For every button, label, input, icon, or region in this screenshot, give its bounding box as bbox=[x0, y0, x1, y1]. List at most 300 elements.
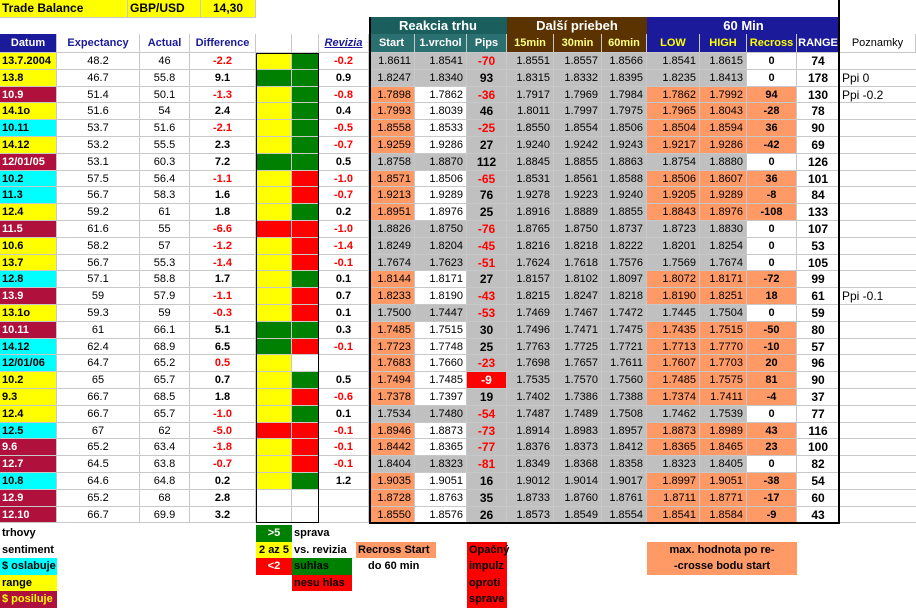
table-cell: 1.8561 bbox=[554, 171, 602, 188]
difference-cell: -2.2 bbox=[190, 53, 256, 70]
column-header bbox=[256, 34, 292, 53]
legend-max: -crosse bodu start bbox=[647, 558, 797, 575]
range-cell: 130 bbox=[797, 87, 840, 104]
column-header: RANGE bbox=[797, 34, 840, 53]
date-cell: 12/01/06 bbox=[0, 355, 57, 372]
table-cell: 1.8315 bbox=[507, 70, 554, 87]
table-cell: 1.8576 bbox=[415, 507, 467, 524]
table-cell: 1.7485 bbox=[647, 372, 700, 389]
recross-cell: 0 bbox=[747, 238, 797, 255]
table-cell: 57.9 bbox=[140, 288, 190, 305]
table-cell: 1.8983 bbox=[554, 423, 602, 440]
date-cell: 11.3 bbox=[0, 187, 57, 204]
table-cell: 1.8504 bbox=[647, 120, 700, 137]
table-cell: 1.7862 bbox=[647, 87, 700, 104]
table-cell: 55.5 bbox=[140, 137, 190, 154]
difference-cell: 9.1 bbox=[190, 70, 256, 87]
pips-cell: -45 bbox=[467, 238, 507, 255]
difference-cell: 1.8 bbox=[190, 389, 256, 406]
table-cell: 1.8222 bbox=[602, 238, 647, 255]
date-cell: 10.11 bbox=[0, 322, 57, 339]
table-cell: 1.8750 bbox=[415, 221, 467, 238]
table-cell: 1.8889 bbox=[554, 204, 602, 221]
difference-cell: -1.0 bbox=[190, 406, 256, 423]
difference-cell: 1.7 bbox=[190, 271, 256, 288]
note-cell bbox=[840, 305, 916, 322]
pips-cell: -70 bbox=[467, 53, 507, 70]
table-cell: 1.8102 bbox=[554, 271, 602, 288]
note-cell bbox=[840, 103, 916, 120]
table-cell: 55.3 bbox=[140, 255, 190, 272]
note-cell bbox=[840, 456, 916, 473]
table-cell: 1.7485 bbox=[415, 372, 467, 389]
table-cell: 1.8863 bbox=[602, 154, 647, 171]
legend-text: suhlas bbox=[292, 558, 352, 575]
range-cell: 90 bbox=[797, 372, 840, 389]
table-cell: 1.8997 bbox=[647, 473, 700, 490]
table-cell: 1.7965 bbox=[647, 103, 700, 120]
table-cell: 1.9286 bbox=[415, 137, 467, 154]
pips-cell: -54 bbox=[467, 406, 507, 423]
table-cell: 1.8976 bbox=[415, 204, 467, 221]
recross-cell: 43 bbox=[747, 423, 797, 440]
recross-cell: -38 bbox=[747, 473, 797, 490]
table-cell: 1.8566 bbox=[602, 53, 647, 70]
table-cell: 1.7575 bbox=[700, 372, 747, 389]
recross-cell: 0 bbox=[747, 255, 797, 272]
recross-cell: 18 bbox=[747, 288, 797, 305]
note-cell bbox=[840, 372, 916, 389]
table-cell: 1.8218 bbox=[602, 288, 647, 305]
pips-cell: 93 bbox=[467, 70, 507, 87]
revision-cell: -0.7 bbox=[319, 137, 369, 154]
pips-cell: -76 bbox=[467, 221, 507, 238]
recross-cell: 0 bbox=[747, 53, 797, 70]
table-cell: 1.8758 bbox=[369, 154, 415, 171]
table-cell: 1.8550 bbox=[369, 507, 415, 524]
table-cell: 58.3 bbox=[140, 187, 190, 204]
table-cell: 1.9035 bbox=[369, 473, 415, 490]
table-cell: 1.8190 bbox=[415, 288, 467, 305]
note-cell bbox=[840, 355, 916, 372]
table-cell: 1.7534 bbox=[369, 406, 415, 423]
difference-cell: 0.5 bbox=[190, 355, 256, 372]
note-cell bbox=[840, 473, 916, 490]
table-cell: 1.7763 bbox=[507, 339, 554, 356]
note-cell bbox=[840, 120, 916, 137]
range-cell: 61 bbox=[797, 288, 840, 305]
table-cell: 1.8157 bbox=[507, 271, 554, 288]
divider bbox=[369, 17, 371, 523]
table-cell: 1.8711 bbox=[647, 490, 700, 507]
table-cell: 57.5 bbox=[57, 171, 140, 188]
table-cell: 1.8843 bbox=[647, 204, 700, 221]
table-cell: 65.2 bbox=[140, 355, 190, 372]
revision-cell: -0.5 bbox=[319, 120, 369, 137]
table-cell: 1.8551 bbox=[507, 53, 554, 70]
table-cell: 1.8957 bbox=[602, 423, 647, 440]
pips-cell: 25 bbox=[467, 204, 507, 221]
legend-opac: oproti bbox=[467, 575, 507, 592]
range-cell: 101 bbox=[797, 171, 840, 188]
revision-cell: -0.1 bbox=[319, 439, 369, 456]
table-cell: 1.8830 bbox=[700, 221, 747, 238]
range-cell: 178 bbox=[797, 70, 840, 87]
table-cell: 64.6 bbox=[57, 473, 140, 490]
column-header: Expectancy bbox=[57, 34, 140, 53]
table-cell: 1.7435 bbox=[647, 322, 700, 339]
revision-cell: 0.2 bbox=[319, 204, 369, 221]
recross-cell: 81 bbox=[747, 372, 797, 389]
table-cell: 1.7569 bbox=[647, 255, 700, 272]
note-cell bbox=[840, 322, 916, 339]
table-cell: 1.7462 bbox=[647, 406, 700, 423]
legend-text: vs. revizia bbox=[292, 542, 366, 559]
date-cell: 12.9 bbox=[0, 490, 57, 507]
table-cell: 1.7992 bbox=[700, 87, 747, 104]
table-cell: 1.8607 bbox=[700, 171, 747, 188]
table-cell: 1.9012 bbox=[507, 473, 554, 490]
table-cell: 1.8072 bbox=[647, 271, 700, 288]
table-cell: 61 bbox=[140, 204, 190, 221]
table-cell: 1.7378 bbox=[369, 389, 415, 406]
revision-cell: 0.5 bbox=[319, 372, 369, 389]
note-cell bbox=[840, 137, 916, 154]
table-cell: 53.7 bbox=[57, 120, 140, 137]
difference-cell: -1.4 bbox=[190, 255, 256, 272]
table-cell: 1.8039 bbox=[415, 103, 467, 120]
column-header bbox=[292, 34, 319, 53]
revision-cell: -0.6 bbox=[319, 389, 369, 406]
date-cell: 12.10 bbox=[0, 507, 57, 524]
table-cell: 1.8571 bbox=[369, 171, 415, 188]
recross-cell: 0 bbox=[747, 70, 797, 87]
table-cell: 56.7 bbox=[57, 187, 140, 204]
date-cell: 12/01/05 bbox=[0, 154, 57, 171]
range-cell: 54 bbox=[797, 473, 840, 490]
table-cell: 1.7508 bbox=[602, 406, 647, 423]
table-cell: 66.7 bbox=[57, 389, 140, 406]
table-cell: 60.3 bbox=[140, 154, 190, 171]
table-cell: 1.7447 bbox=[415, 305, 467, 322]
table-cell: 1.7898 bbox=[369, 87, 415, 104]
table-cell: 1.7660 bbox=[415, 355, 467, 372]
revision-cell: -1.4 bbox=[319, 238, 369, 255]
table-cell: 1.9242 bbox=[554, 137, 602, 154]
revision-cell: 0.9 bbox=[319, 70, 369, 87]
table-cell: 1.8855 bbox=[602, 204, 647, 221]
table-cell: 67 bbox=[57, 423, 140, 440]
table-cell: 1.8011 bbox=[507, 103, 554, 120]
table-cell: 1.7984 bbox=[602, 87, 647, 104]
column-header: 30min bbox=[554, 34, 602, 53]
table-cell: 1.8728 bbox=[369, 490, 415, 507]
table-cell: 1.8737 bbox=[602, 221, 647, 238]
recross-cell: 94 bbox=[747, 87, 797, 104]
table-cell: 1.8201 bbox=[647, 238, 700, 255]
table-cell: 1.8405 bbox=[700, 456, 747, 473]
table-cell: 53.2 bbox=[57, 137, 140, 154]
table-cell: 1.8880 bbox=[700, 154, 747, 171]
table-cell: 1.7713 bbox=[647, 339, 700, 356]
table-cell: 65 bbox=[57, 372, 140, 389]
group-reakcia: Reakcia trhu bbox=[369, 17, 507, 35]
recross-cell: -8 bbox=[747, 187, 797, 204]
column-header: Recross bbox=[747, 34, 797, 53]
table-cell: 1.8554 bbox=[602, 507, 647, 524]
note-cell bbox=[840, 339, 916, 356]
table-cell: 1.8235 bbox=[647, 70, 700, 87]
table-cell: 1.7504 bbox=[700, 305, 747, 322]
table-cell: 1.7402 bbox=[507, 389, 554, 406]
table-cell: 1.8550 bbox=[507, 120, 554, 137]
date-cell: 9.6 bbox=[0, 439, 57, 456]
note-cell bbox=[840, 187, 916, 204]
note-cell bbox=[840, 406, 916, 423]
table-cell: 1.9259 bbox=[369, 137, 415, 154]
range-cell: 96 bbox=[797, 355, 840, 372]
table-cell: 1.9289 bbox=[700, 187, 747, 204]
table-cell: 1.8873 bbox=[647, 423, 700, 440]
table-cell: 65.7 bbox=[140, 372, 190, 389]
table-cell: 51.6 bbox=[57, 103, 140, 120]
range-cell: 126 bbox=[797, 154, 840, 171]
revision-cell: -1.0 bbox=[319, 221, 369, 238]
table-cell: 1.8254 bbox=[700, 238, 747, 255]
table-cell: 1.8506 bbox=[415, 171, 467, 188]
range-cell: 43 bbox=[797, 507, 840, 524]
date-cell: 12.7 bbox=[0, 456, 57, 473]
note-cell: Ppi -0.1 bbox=[840, 288, 916, 305]
table-cell: 65.7 bbox=[140, 406, 190, 423]
table-cell: 1.9051 bbox=[700, 473, 747, 490]
table-cell: 1.7560 bbox=[602, 372, 647, 389]
note-cell bbox=[840, 238, 916, 255]
date-cell: 14.12 bbox=[0, 339, 57, 356]
recross-cell: -72 bbox=[747, 271, 797, 288]
pips-cell: -53 bbox=[467, 305, 507, 322]
legend-opac: Opačný bbox=[467, 542, 507, 559]
table-cell: 1.8340 bbox=[415, 70, 467, 87]
pips-cell: 19 bbox=[467, 389, 507, 406]
column-header: LOW bbox=[647, 34, 700, 53]
difference-cell: 0.2 bbox=[190, 473, 256, 490]
table-cell: 61 bbox=[57, 322, 140, 339]
range-cell: 84 bbox=[797, 187, 840, 204]
difference-cell: 7.2 bbox=[190, 154, 256, 171]
pips-cell: -81 bbox=[467, 456, 507, 473]
difference-cell: 0.7 bbox=[190, 372, 256, 389]
table-cell: 1.7374 bbox=[647, 389, 700, 406]
column-header: HIGH bbox=[700, 34, 747, 53]
table-cell: 1.8826 bbox=[369, 221, 415, 238]
legend-item: sentiment bbox=[0, 542, 57, 559]
legend-swatch: >5 bbox=[256, 525, 292, 542]
difference-cell: 6.5 bbox=[190, 339, 256, 356]
range-cell: 77 bbox=[797, 406, 840, 423]
pips-cell: -51 bbox=[467, 255, 507, 272]
recross-cell: -9 bbox=[747, 507, 797, 524]
table-cell: 1.9243 bbox=[602, 137, 647, 154]
table-cell: 1.7494 bbox=[369, 372, 415, 389]
recross-cell: -42 bbox=[747, 137, 797, 154]
table-cell: 1.9223 bbox=[554, 187, 602, 204]
table-cell: 51.6 bbox=[140, 120, 190, 137]
column-header: Revizia bbox=[319, 34, 369, 53]
note-cell: Ppi 0 bbox=[840, 70, 916, 87]
date-cell: 12.4 bbox=[0, 204, 57, 221]
date-cell: 10.2 bbox=[0, 372, 57, 389]
legend-item: trhovy bbox=[0, 525, 57, 542]
range-cell: 60 bbox=[797, 490, 840, 507]
table-cell: 1.7397 bbox=[415, 389, 467, 406]
table-cell: 1.8247 bbox=[554, 288, 602, 305]
pips-cell: 27 bbox=[467, 271, 507, 288]
table-cell: 1.9205 bbox=[647, 187, 700, 204]
table-cell: 1.8733 bbox=[507, 490, 554, 507]
table-cell: 1.9017 bbox=[602, 473, 647, 490]
table-cell: 62.4 bbox=[57, 339, 140, 356]
table-cell: 1.7748 bbox=[415, 339, 467, 356]
date-cell: 13.9 bbox=[0, 288, 57, 305]
revision-cell: 0.1 bbox=[319, 305, 369, 322]
table-cell: 1.8584 bbox=[700, 507, 747, 524]
date-cell: 10.11 bbox=[0, 120, 57, 137]
table-cell: 1.8249 bbox=[369, 238, 415, 255]
range-cell: 100 bbox=[797, 439, 840, 456]
range-cell: 133 bbox=[797, 204, 840, 221]
table-cell: 1.7997 bbox=[554, 103, 602, 120]
table-cell: 46.7 bbox=[57, 70, 140, 87]
date-cell: 10.9 bbox=[0, 87, 57, 104]
table-cell: 66.7 bbox=[57, 507, 140, 524]
difference-cell: -0.7 bbox=[190, 456, 256, 473]
table-cell: 1.8144 bbox=[369, 271, 415, 288]
date-cell: 10.8 bbox=[0, 473, 57, 490]
column-header: Pips bbox=[467, 34, 507, 53]
pips-cell: 27 bbox=[467, 137, 507, 154]
group-dalsi: Další priebeh bbox=[507, 17, 647, 35]
divider bbox=[369, 522, 840, 524]
range-cell: 107 bbox=[797, 221, 840, 238]
table-cell: 65.2 bbox=[57, 439, 140, 456]
table-cell: 1.7721 bbox=[602, 339, 647, 356]
column-header: Datum bbox=[0, 34, 57, 53]
table-cell: 1.8611 bbox=[369, 53, 415, 70]
recross-cell: -108 bbox=[747, 204, 797, 221]
table-cell: 1.8541 bbox=[647, 507, 700, 524]
range-cell: 59 bbox=[797, 305, 840, 322]
table-cell: 1.7674 bbox=[369, 255, 415, 272]
table-cell: 1.8097 bbox=[602, 271, 647, 288]
recross-cell: 0 bbox=[747, 456, 797, 473]
date-cell: 13.1o bbox=[0, 305, 57, 322]
table-cell: 1.7388 bbox=[602, 389, 647, 406]
table-cell: 1.8855 bbox=[554, 154, 602, 171]
pips-cell: -9 bbox=[467, 372, 507, 389]
table-cell: 1.9217 bbox=[647, 137, 700, 154]
legend-item: $ oslabuje bbox=[0, 558, 57, 575]
group-60min: 60 Min bbox=[647, 17, 840, 35]
table-cell: 1.7539 bbox=[700, 406, 747, 423]
note-cell bbox=[840, 507, 916, 524]
table-cell: 1.8873 bbox=[415, 423, 467, 440]
table-cell: 55 bbox=[140, 221, 190, 238]
table-cell: 1.8615 bbox=[700, 53, 747, 70]
table-cell: 1.7683 bbox=[369, 355, 415, 372]
revision-cell: 0.1 bbox=[319, 406, 369, 423]
date-cell: 13.7 bbox=[0, 255, 57, 272]
revision-cell bbox=[319, 507, 369, 524]
recross-cell: 36 bbox=[747, 120, 797, 137]
table-cell: 1.8368 bbox=[554, 456, 602, 473]
date-cell: 12.4 bbox=[0, 406, 57, 423]
recross-cell: 23 bbox=[747, 439, 797, 456]
table-cell: 1.8323 bbox=[415, 456, 467, 473]
table-cell: 1.7611 bbox=[602, 355, 647, 372]
table-cell: 1.9014 bbox=[554, 473, 602, 490]
column-header: Start bbox=[369, 34, 415, 53]
table-cell: 1.7725 bbox=[554, 339, 602, 356]
pips-cell: -77 bbox=[467, 439, 507, 456]
table-cell: 1.9278 bbox=[507, 187, 554, 204]
legend-text: nesu hlas bbox=[292, 575, 352, 592]
date-cell: 14.12 bbox=[0, 137, 57, 154]
column-header: 60min bbox=[602, 34, 647, 53]
table-cell: 63.8 bbox=[140, 456, 190, 473]
table-cell: 1.8761 bbox=[602, 490, 647, 507]
table-cell: 1.8358 bbox=[602, 456, 647, 473]
date-cell: 13.7.2004 bbox=[0, 53, 57, 70]
difference-cell: -1.1 bbox=[190, 288, 256, 305]
table-cell: 1.7969 bbox=[554, 87, 602, 104]
table-cell: 1.8531 bbox=[507, 171, 554, 188]
table-cell: 1.9240 bbox=[602, 187, 647, 204]
table-cell: 1.8247 bbox=[369, 70, 415, 87]
pips-cell: 112 bbox=[467, 154, 507, 171]
table-cell: 1.7472 bbox=[602, 305, 647, 322]
recross-cell: 0 bbox=[747, 154, 797, 171]
note-cell bbox=[840, 171, 916, 188]
date-cell: 10.6 bbox=[0, 238, 57, 255]
table-cell: 57.1 bbox=[57, 271, 140, 288]
revision-cell bbox=[319, 490, 369, 507]
table-cell: 1.8395 bbox=[602, 70, 647, 87]
revision-cell: 0.4 bbox=[319, 103, 369, 120]
table-cell: 56.7 bbox=[57, 255, 140, 272]
divider bbox=[256, 53, 319, 523]
table-cell: 61.6 bbox=[57, 221, 140, 238]
table-cell: 68 bbox=[140, 490, 190, 507]
table-cell: 48.2 bbox=[57, 53, 140, 70]
table-cell: 1.7411 bbox=[700, 389, 747, 406]
revision-cell: -1.0 bbox=[319, 171, 369, 188]
revision-cell: -0.1 bbox=[319, 255, 369, 272]
legend-swatch: 2 az 5 bbox=[256, 542, 292, 559]
recross-cell: 36 bbox=[747, 171, 797, 188]
difference-cell: 5.1 bbox=[190, 322, 256, 339]
table-cell: 1.8442 bbox=[369, 439, 415, 456]
table-cell: 51.4 bbox=[57, 87, 140, 104]
note-cell bbox=[840, 271, 916, 288]
note-cell bbox=[840, 53, 916, 70]
difference-cell: -2.1 bbox=[190, 120, 256, 137]
difference-cell: 2.8 bbox=[190, 490, 256, 507]
table-cell: 1.8554 bbox=[554, 120, 602, 137]
table-cell: 1.7576 bbox=[602, 255, 647, 272]
column-header: 1.vrchol bbox=[415, 34, 467, 53]
time-cell: 14,30 bbox=[201, 0, 256, 18]
